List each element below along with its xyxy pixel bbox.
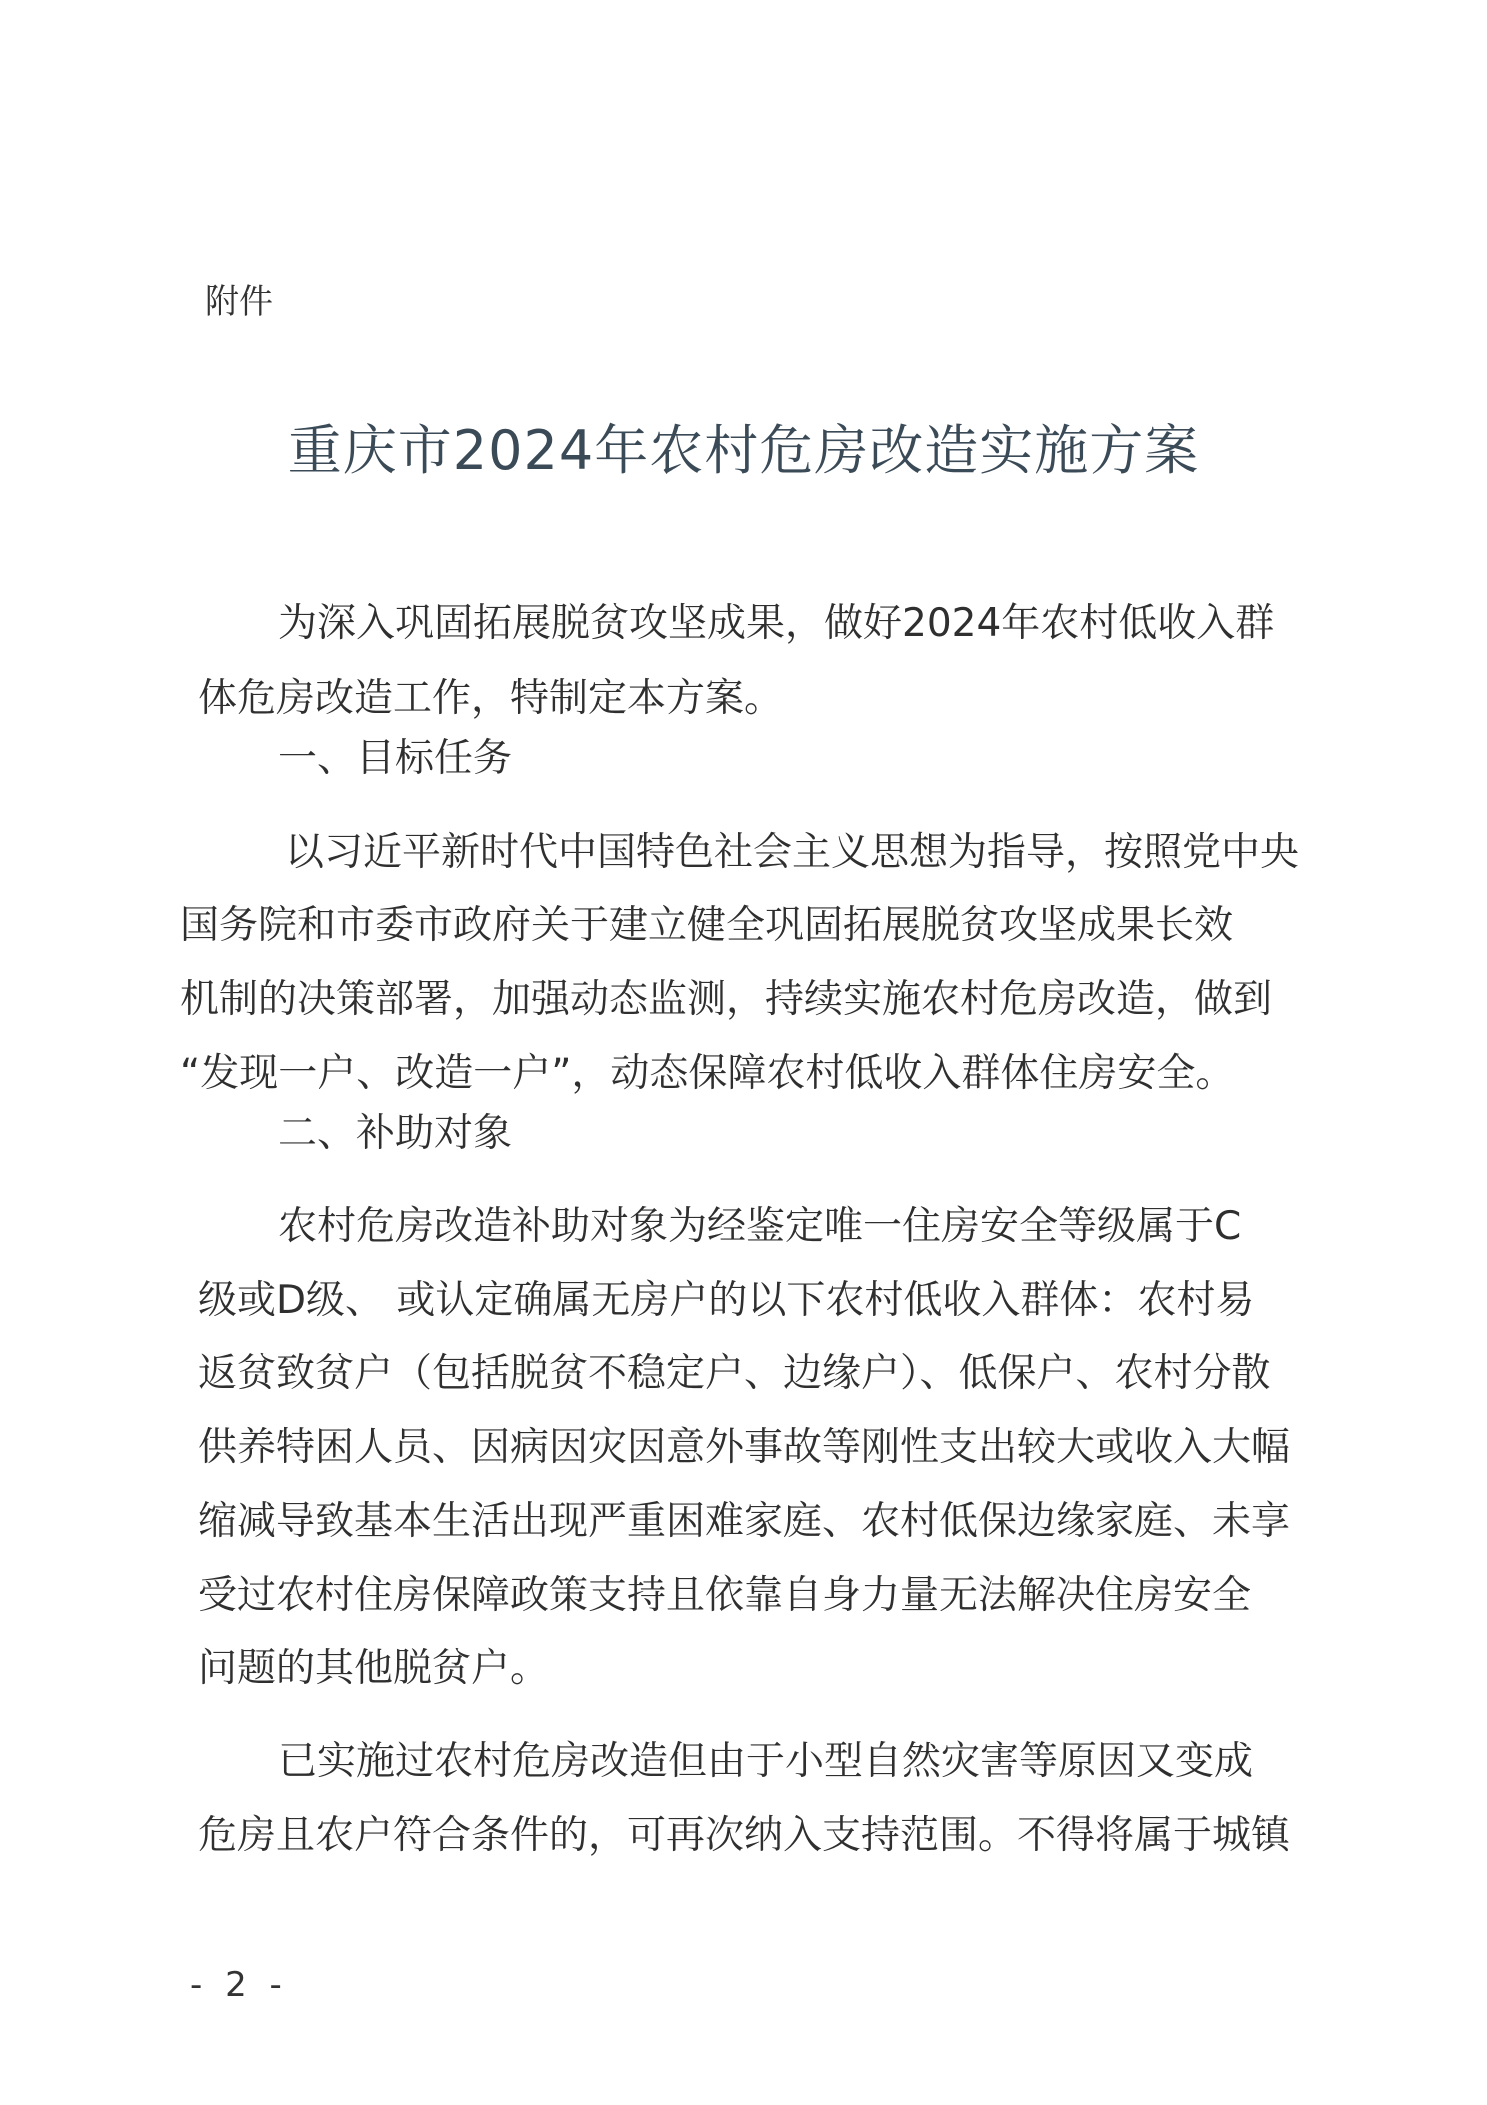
section2-para1-line-5: 缩减导致基本生活出现严重困难家庭、农村低保边缘家庭、未享 xyxy=(198,1499,1291,1544)
intro-line-1: 为深入巩固拓展脱贫攻坚成果，做好2024年农村低收入群 xyxy=(278,601,1275,646)
intro-line-2: 体危房改造工作，特制定本方案。 xyxy=(198,676,784,721)
section2-para1-line-4: 供养特困人员、因病因灾因意外事故等刚性支出较大或收入大幅 xyxy=(198,1425,1291,1470)
document-title: 重庆市2024年农村危房改造实施方案 xyxy=(287,419,1200,482)
section2-para1-line-3: 返贫致贫户（包括脱贫不稳定户、边缘户）、低保户、农村分散 xyxy=(198,1351,1271,1396)
section2-para1-line-1: 农村危房改造补助对象为经鉴定唯一住房安全等级属于C xyxy=(278,1204,1242,1249)
section1-line-2: 国务院和市委市政府关于建立健全巩固拓展脱贫攻坚成果长效 xyxy=(180,903,1234,948)
section-heading-2: 二、补助对象 xyxy=(278,1111,513,1156)
attachment-label: 附件 xyxy=(205,282,273,322)
section-heading-1: 一、目标任务 xyxy=(278,736,513,781)
section2-para1-line-6: 受过农村住房保障政策支持且依靠自身力量无法解决住房安全 xyxy=(198,1573,1252,1618)
section2-para2-line-1: 已实施过农村危房改造但由于小型自然灾害等原因又变成 xyxy=(278,1739,1254,1784)
section1-line-4: “发现一户、改造一户”，动态保障农村低收入群体住房安全。 xyxy=(180,1051,1235,1096)
section2-para2-line-2: 危房且农户符合条件的，可再次纳入支持范围。不得将属于城镇 xyxy=(198,1813,1291,1858)
section2-para1-line-7: 问题的其他脱贫户。 xyxy=(198,1646,550,1691)
section2-para1-line-2: 级或D级、 或认定确属无房户的以下农村低收入群体：农村易 xyxy=(198,1278,1255,1323)
section1-line-3: 机制的决策部署，加强动态监测，持续实施农村危房改造，做到 xyxy=(180,977,1273,1022)
page-number: - 2 - xyxy=(190,1965,288,2005)
section1-line-1: 以习近平新时代中国特色社会主义思想为指导，按照党中央 xyxy=(285,830,1300,875)
